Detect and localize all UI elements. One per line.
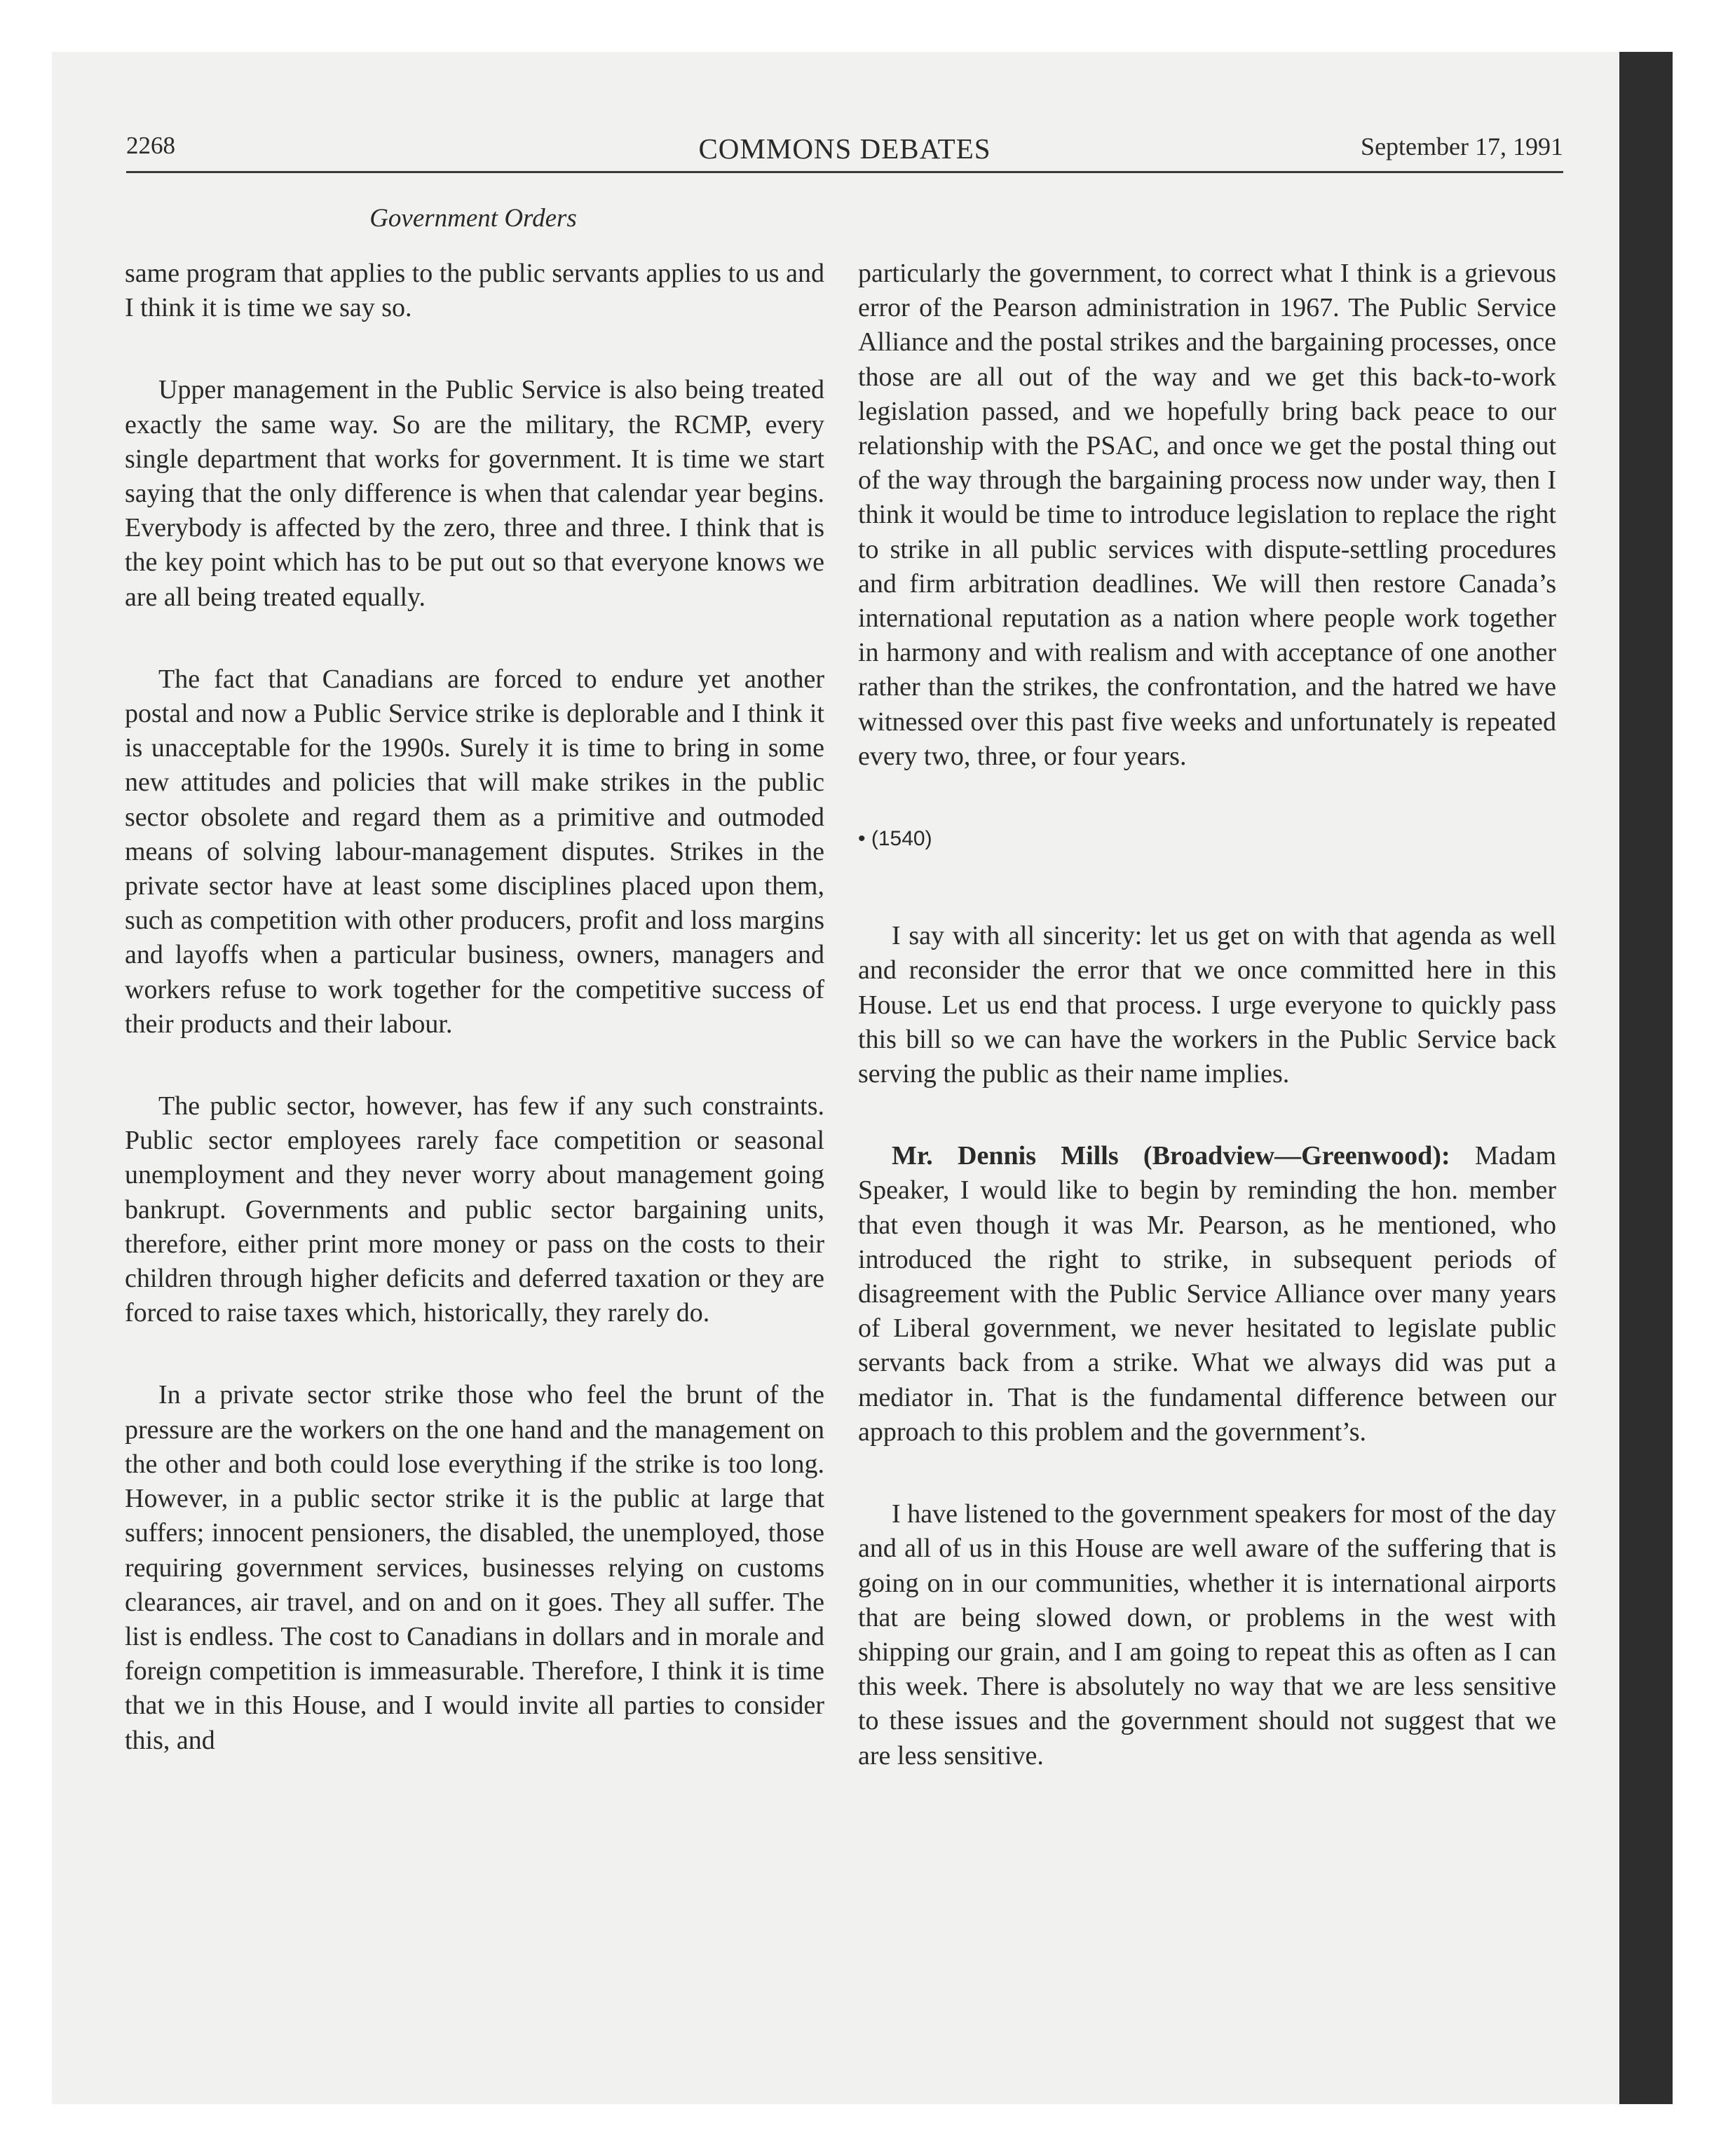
paragraph: I have listened to the government speakers for most of the day and all of us in this House are well aware of the suffering that is going on in our communities, whether it is international airports that are being slowed down, or problems in the west with shipping our grain, and I am going to repeat this as often as I can this week. There is absolutely no way that we are less sensitive to these issues and the government should not suggest that we are less sensitive. <box>858 1499 1556 1770</box>
speaker-name: Mr. Dennis Mills (Broadview—Greenwood): <box>892 1141 1450 1171</box>
scan-edge-shadow <box>1619 52 1673 2104</box>
paragraph: The public sector, however, has few if any such constraints. Public sector employees rarely face competition or seasonal unemployment and they never worry about management going bankrupt. Governments and public sector bargaining units, therefore, either print more money or pass on the costs to their children through higher deficits and deferred taxation or they are forced to raise taxes which, historically, they rarely do. <box>125 1091 824 1328</box>
speaker-paragraph <box>858 1139 1556 1449</box>
right-column <box>858 257 1556 1821</box>
running-title: COMMONS DEBATES <box>698 132 991 165</box>
section-title: Government Orders <box>369 204 577 233</box>
paragraph: The fact that Canadians are forced to endure yet another postal and now a Public Service strike is deplorable and I think it is unacceptable for the 1990s. Surely it is time to bring in some new attitudes and policies that will make strikes in the public sector obsolete and regard them as a primitive and outmoded means of solving labour-management disputes. Strikes in the private sector have at least some disciplines placed upon them, such as competition with other producers, profit and loss margins and layoffs when a particular business, owners, managers and workers refuse to work together for the competitive success of their products and their labour. <box>125 664 824 1039</box>
paragraph: particularly the government, to correct what I think is a grievous error of the Pearson administration in 1967. The Public Service Alliance and the postal strikes and the bargaining processes, once those are all out of the way and we get this back-to-work legislation passed, and we hopefully bring back peace to our relationship with the PSAC, and once we get the postal thing out of the way through the bargaining process now under way, then I think it would be time to introduce legislation to replace the right to strike in all public services with dispute-settling procedures and firm arbitration deadlines. We will then restore Canada’s international reputation as a nation where people work together in harmony and with realism and with acceptance of one another rather than the strikes, the confrontation, and the hatred we have witnessed over this past five weeks and unfortunately is repeated every two, three, or four years. <box>858 259 1556 771</box>
speaker-text: Madam Speaker, I would like to begin by reminding the hon. member that even though it was Mr. Pearson, as he mentioned, who introduced the right to strike, in subsequent periods of disagreement with the Public Service Alliance over many years of Liberal government, we never hesitated to legislate public servants back from a strike. What we always did was put a mediator in. That is the fundamental difference between our approach to this problem and the government’s. <box>858 1141 1556 1447</box>
page-number: 2268 <box>126 132 175 159</box>
time-marker: • (1540) <box>858 827 932 851</box>
paragraph: I say with all sincerity: let us get on with that agenda as well and reconsider the error that we once committed here in this House. Let us end that process. I urge everyone to quickly pass this bill so we can have the workers in the Public Service back serving the public as their name implies. <box>858 921 1556 1089</box>
paragraph: In a private sector strike those who feel the brunt of the pressure are the workers on the one hand and the management on the other and both could lose everything if the strike is too long. However, in a public sector strike it is the public at large that suffers; innocent pensioners, the disabled, the unemployed, those requiring government services, businesses relying on customs clearances, air travel, and on and on it goes. They all suffer. The list is endless. The cost to Canadians in dollars and in morale and foreign competition is immeasurable. Therefore, I think it is time that we in this House, and I would invite all parties to consider this, and <box>125 1380 824 1755</box>
header-date: September 17, 1991 <box>1361 132 1563 161</box>
paragraph: same program that applies to the public servants applies to us and I think it is time we say so. <box>125 259 824 323</box>
left-column <box>125 257 824 1806</box>
page-header <box>126 132 1563 173</box>
paragraph: Upper management in the Public Service is also being treated exactly the same way. So are the military, the RCMP, every single department that works for government. It is time we start saying that the only difference is when that calendar year begins. Everybody is affected by the zero, three and three. I think that is the key point which has to be put out so that everyone knows we are all being treated equally. <box>125 375 824 612</box>
